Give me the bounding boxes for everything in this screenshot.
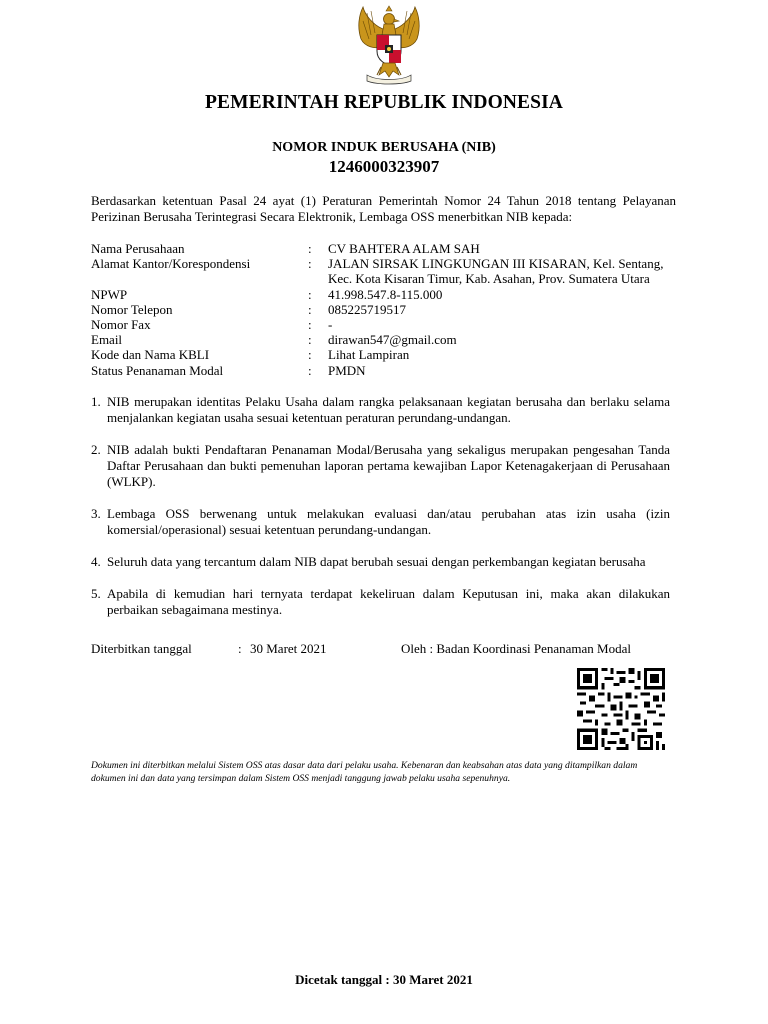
government-title: PEMERINTAH REPUBLIK INDONESIA bbox=[205, 92, 563, 113]
field-separator: : bbox=[308, 286, 312, 302]
note-item bbox=[91, 554, 670, 570]
issued-date: 30 Maret 2021 bbox=[250, 641, 327, 656]
field-label: Nomor Telepon bbox=[91, 301, 173, 317]
field-row-investment-status bbox=[91, 363, 681, 378]
field-row-address bbox=[91, 256, 681, 286]
note-item bbox=[91, 586, 670, 618]
field-value: - bbox=[328, 317, 333, 333]
field-row-npwp bbox=[91, 287, 681, 302]
disclaimer: Dokumen ini diterbitkan melalui Sistem OSS atas dasar data dari pelaku usaha. Kebenaran dan keabsahan atas data yang ditampilkan dalam dokumen ini dan data yang tersimpan dalam Sistem OSS menjadi tanggung jawab pelaku usaha sepenuhnya. bbox=[91, 760, 638, 784]
note-number: 1. bbox=[91, 394, 101, 409]
field-row-kbli bbox=[91, 347, 681, 362]
field-separator: : bbox=[308, 256, 312, 272]
field-label: Status Penanaman Modal bbox=[91, 362, 224, 378]
field-label: Alamat Kantor/Korespondensi bbox=[91, 256, 251, 272]
printed-date: Dicetak tanggal : 30 Maret 2021 bbox=[295, 972, 473, 987]
notes-list bbox=[91, 394, 670, 634]
company-fields bbox=[91, 241, 681, 378]
field-value: PMDN bbox=[328, 362, 366, 378]
field-row-phone bbox=[91, 302, 681, 317]
field-label: Nomor Fax bbox=[91, 317, 151, 333]
note-number: 3. bbox=[91, 506, 101, 521]
field-label: Kode dan Nama KBLI bbox=[91, 347, 210, 363]
note-text: NIB merupakan identitas Pelaku Usaha dalam rangka pelaksanaan kegiatan berusaha dan berlaku selama menjalankan kegiatan usaha sesuai ketentuan peraturan perundang-undangan. bbox=[107, 394, 670, 425]
issued-separator: : bbox=[238, 641, 242, 656]
note-text: Apabila di kemudian hari ternyata terdapat kekeliruan dalam Keputusan ini, maka akan dilakukan perbaikan sebagaimana mestinya. bbox=[107, 586, 670, 617]
field-row-company-name bbox=[91, 241, 681, 256]
note-number: 4. bbox=[91, 554, 101, 569]
field-row-email bbox=[91, 332, 681, 347]
field-separator: : bbox=[308, 317, 312, 333]
field-label: Email bbox=[91, 332, 123, 348]
field-separator: : bbox=[308, 301, 312, 317]
field-value: CV BAHTERA ALAM SAH bbox=[328, 241, 480, 256]
field-value: dirawan547@gmail.com bbox=[328, 332, 457, 348]
garuda-emblem-icon bbox=[347, 5, 431, 85]
note-text: NIB adalah bukti Pendaftaran Penanaman Modal/Berusaha yang sekaligus merupakan pengesahan Tanda Daftar Perusahaan dan bukti pemenuhan laporan pertama kewajiban Lapor Ketenagakerjaan di Perusahaan (WLKP). bbox=[107, 442, 670, 489]
field-row-fax bbox=[91, 317, 681, 332]
note-item bbox=[91, 394, 670, 426]
field-separator: : bbox=[308, 332, 312, 348]
field-value: JALAN SIRSAK LINGKUNGAN III KISARAN, Kel. Sentang, Kec. Kota Kisaran Timur, Kab. Asahan, Prov. Sumatera Utara bbox=[328, 256, 664, 287]
field-separator: : bbox=[308, 362, 312, 378]
field-label: NPWP bbox=[91, 286, 128, 302]
field-value: Lihat Lampiran bbox=[328, 347, 410, 363]
note-number: 2. bbox=[91, 442, 101, 457]
qr-code-icon bbox=[577, 668, 665, 750]
field-value: 085225719517 bbox=[328, 301, 406, 317]
note-item bbox=[91, 506, 670, 538]
nib-number: 1246000323907 bbox=[328, 157, 440, 176]
field-label: Nama Perusahaan bbox=[91, 241, 185, 256]
note-text: Lembaga OSS berwenang untuk melakukan evaluasi dan/atau perubahan atas izin usaha (izin komersial/operasional) sesuai ketentuan perundang-undangan. bbox=[107, 506, 670, 537]
note-text: Seluruh data yang tercantum dalam NIB dapat berubah sesuai dengan perkembangan kegiatan berusaha bbox=[107, 554, 646, 569]
intro-paragraph: Berdasarkan ketentuan Pasal 24 ayat (1) Peraturan Pemerintah Nomor 24 Tahun 2018 tentang Pelayanan Perizinan Berusaha Terintegrasi Secara Elektronik, Lembaga OSS menerbitkan NIB kepada: bbox=[91, 193, 676, 224]
field-value: 41.998.547.8-115.000 bbox=[328, 286, 443, 302]
issued-by: Oleh : Badan Koordinasi Penanaman Modal bbox=[401, 641, 631, 656]
field-separator: : bbox=[308, 347, 312, 363]
note-number: 5. bbox=[91, 586, 101, 601]
nib-label: NOMOR INDUK BERUSAHA (NIB) bbox=[272, 140, 496, 155]
field-separator: : bbox=[308, 241, 312, 256]
note-item bbox=[91, 442, 670, 490]
issued-label: Diterbitkan tanggal bbox=[91, 641, 192, 656]
